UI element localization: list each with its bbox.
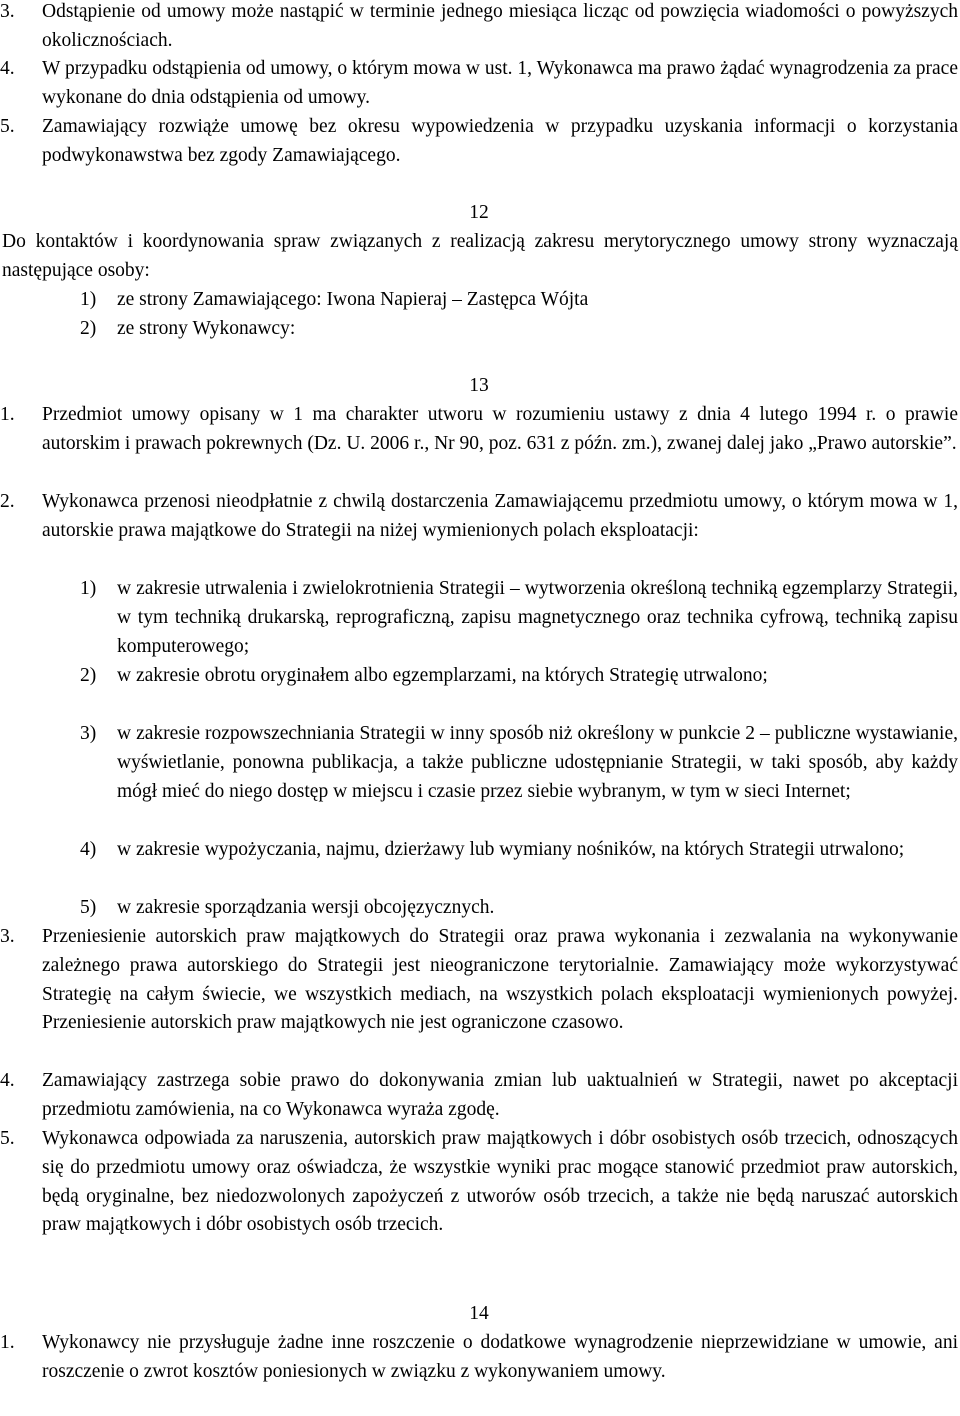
item-text: Zamawiający zastrzega sobie prawo do dokonywania zmian lub uaktualnień w Strategii, nawet po akceptacji przedmiotu zamówienia, na co Wykonawca wyraża zgodę.: [42, 1070, 958, 1120]
item-number: 2): [80, 318, 97, 339]
field-3: [0, 720, 958, 806]
item-number: 2): [80, 665, 97, 686]
section-12-item-2: [0, 315, 958, 344]
item-number: 1): [80, 289, 97, 310]
top-item-3: [0, 0, 958, 56]
item-number: 3): [80, 723, 97, 744]
section-13-p3: [0, 923, 958, 1038]
item-text: Odstąpienie od umowy może nastąpić w terminie jednego miesiąca licząc od powzięcia wiadomości o powyższych okolicznościach.: [42, 1, 958, 51]
top-item-5: [0, 113, 958, 171]
item-number: 1.: [0, 1332, 15, 1353]
section-13-heading: [0, 372, 958, 401]
field-5: [0, 894, 958, 923]
item-text: ze strony Zamawiającego: Iwona Napieraj – Zastępca Wójta: [117, 289, 589, 310]
item-number: 4.: [0, 1070, 15, 1091]
item-number: 3.: [0, 1, 15, 22]
section-12-heading: [0, 199, 958, 228]
section-12-item-1: [0, 286, 958, 315]
item-text: Wykonawcy nie przysługuje żadne inne roszczenie o dodatkowe wynagrodzenie nieprzewidziane w umowie, ani roszczenie o zwrot kosztów poniesionych w związku z wykonywaniem umowy.: [42, 1332, 958, 1382]
item-text: Wykonawca odpowiada za naruszenia, autorskich praw majątkowych i dóbr osobistych osób trzecich, odnoszących się do przedmiotu umowy oraz oświadcza, że wszystkie wyniki prac mogące stanowić przedmiot praw autorskich, będą oryginalne, bez niedozwolonych zapożyczeń z utworów osób trzecich, a także nie będą naruszać autorskich praw majątkowych i dóbr osobistych osób trzecich.: [42, 1128, 958, 1236]
item-number: 5.: [0, 1128, 15, 1149]
section-13-p5: [0, 1125, 958, 1240]
section-13-p2: [0, 488, 958, 546]
item-number: 1.: [0, 404, 15, 425]
section-heading: 12: [469, 202, 489, 223]
section-12-intro: [0, 228, 958, 286]
item-text: w zakresie utrwalenia i zwielokrotnienia Strategii – wytworzenia określoną techniką egzemplarzy Strategii, w tym techniką drukarską, reprograficzną, zapisu magnetycznego oraz technika cyfrową, techniką zapisu komputerowego;: [117, 578, 958, 657]
item-text: Przedmiot umowy opisany w 1 ma charakter utworu w rozumieniu ustawy z dnia 4 lutego 1994 r. o prawie autorskim i prawach pokrewnych (Dz. U. 2006 r., Nr 90, poz. 631 z późn. zm.), zwanej dalej jako „Prawo autorskie”.: [42, 404, 958, 454]
item-number: 3.: [0, 926, 15, 947]
item-number: 5): [80, 897, 97, 918]
section-14-p1: [0, 1329, 958, 1387]
section-heading: 14: [469, 1303, 489, 1324]
field-2: [0, 662, 958, 691]
item-text: w zakresie rozpowszechniania Strategii w inny sposób niż określony w punkcie 2 – publiczne wystawianie, wyświetlanie, ponowna publikacja, a także publiczne udostępnianie Strategii, w taki sposób, aby każdy mógł mieć do niego dostęp w miejscu i czasie przez siebie wybranym, w tym w sieci Internet;: [117, 723, 958, 802]
top-item-4: [0, 55, 958, 113]
item-number: 1): [80, 578, 97, 599]
item-number: 2.: [0, 491, 15, 512]
item-text: ze strony Wykonawcy:: [117, 318, 296, 339]
section-13-p1: [0, 401, 958, 459]
item-text: Wykonawca przenosi nieodpłatnie z chwilą dostarczenia Zamawiającemu przedmiotu umowy, o którym mowa w 1, autorskie prawa majątkowe do Strategii na niżej wymienionych polach eksploatacji:: [42, 491, 958, 541]
paragraph-text: Do kontaktów i koordynowania spraw związanych z realizacją zakresu merytorycznego umowy strony wyznaczają następujące osoby:: [2, 231, 958, 281]
item-number: 4.: [0, 58, 15, 79]
item-number: 5.: [0, 116, 15, 137]
item-text: Przeniesienie autorskich praw majątkowych do Strategii oraz prawa wykonania i zezwalania na wykonywanie zależnego prawa autorskiego do Strategii jest nieograniczone terytorialnie. Zamawiający może wykorzystywać Strategię na całym świecie, we wszystkich mediach, na wszystkich polach eksploatacji wymienionych powyżej. Przeniesienie autorskich praw majątkowych nie jest ograniczone czasowo.: [42, 926, 958, 1034]
section-14-heading: [0, 1300, 958, 1329]
field-4: [0, 836, 958, 865]
item-text: W przypadku odstąpienia od umowy, o którym mowa w ust. 1, Wykonawca ma prawo żądać wynagrodzenia za prace wykonane do dnia odstąpienia od umowy.: [42, 58, 958, 108]
item-text: Zamawiający rozwiąże umowę bez okresu wypowiedzenia w przypadku uzyskania informacji o korzystania podwykonawstwa bez zgody Zamawiającego.: [42, 116, 958, 166]
item-text: w zakresie wypożyczania, najmu, dzierżawy lub wymiany nośników, na których Strategii utrwalono;: [117, 839, 905, 860]
item-text: w zakresie obrotu oryginałem albo egzemplarzami, na których Strategię utrwalono;: [117, 665, 768, 686]
item-text: w zakresie sporządzania wersji obcojęzycznych.: [117, 897, 495, 918]
field-1: [0, 575, 958, 661]
item-number: 4): [80, 839, 97, 860]
section-13-p4: [0, 1067, 958, 1125]
section-heading: 13: [469, 375, 489, 396]
